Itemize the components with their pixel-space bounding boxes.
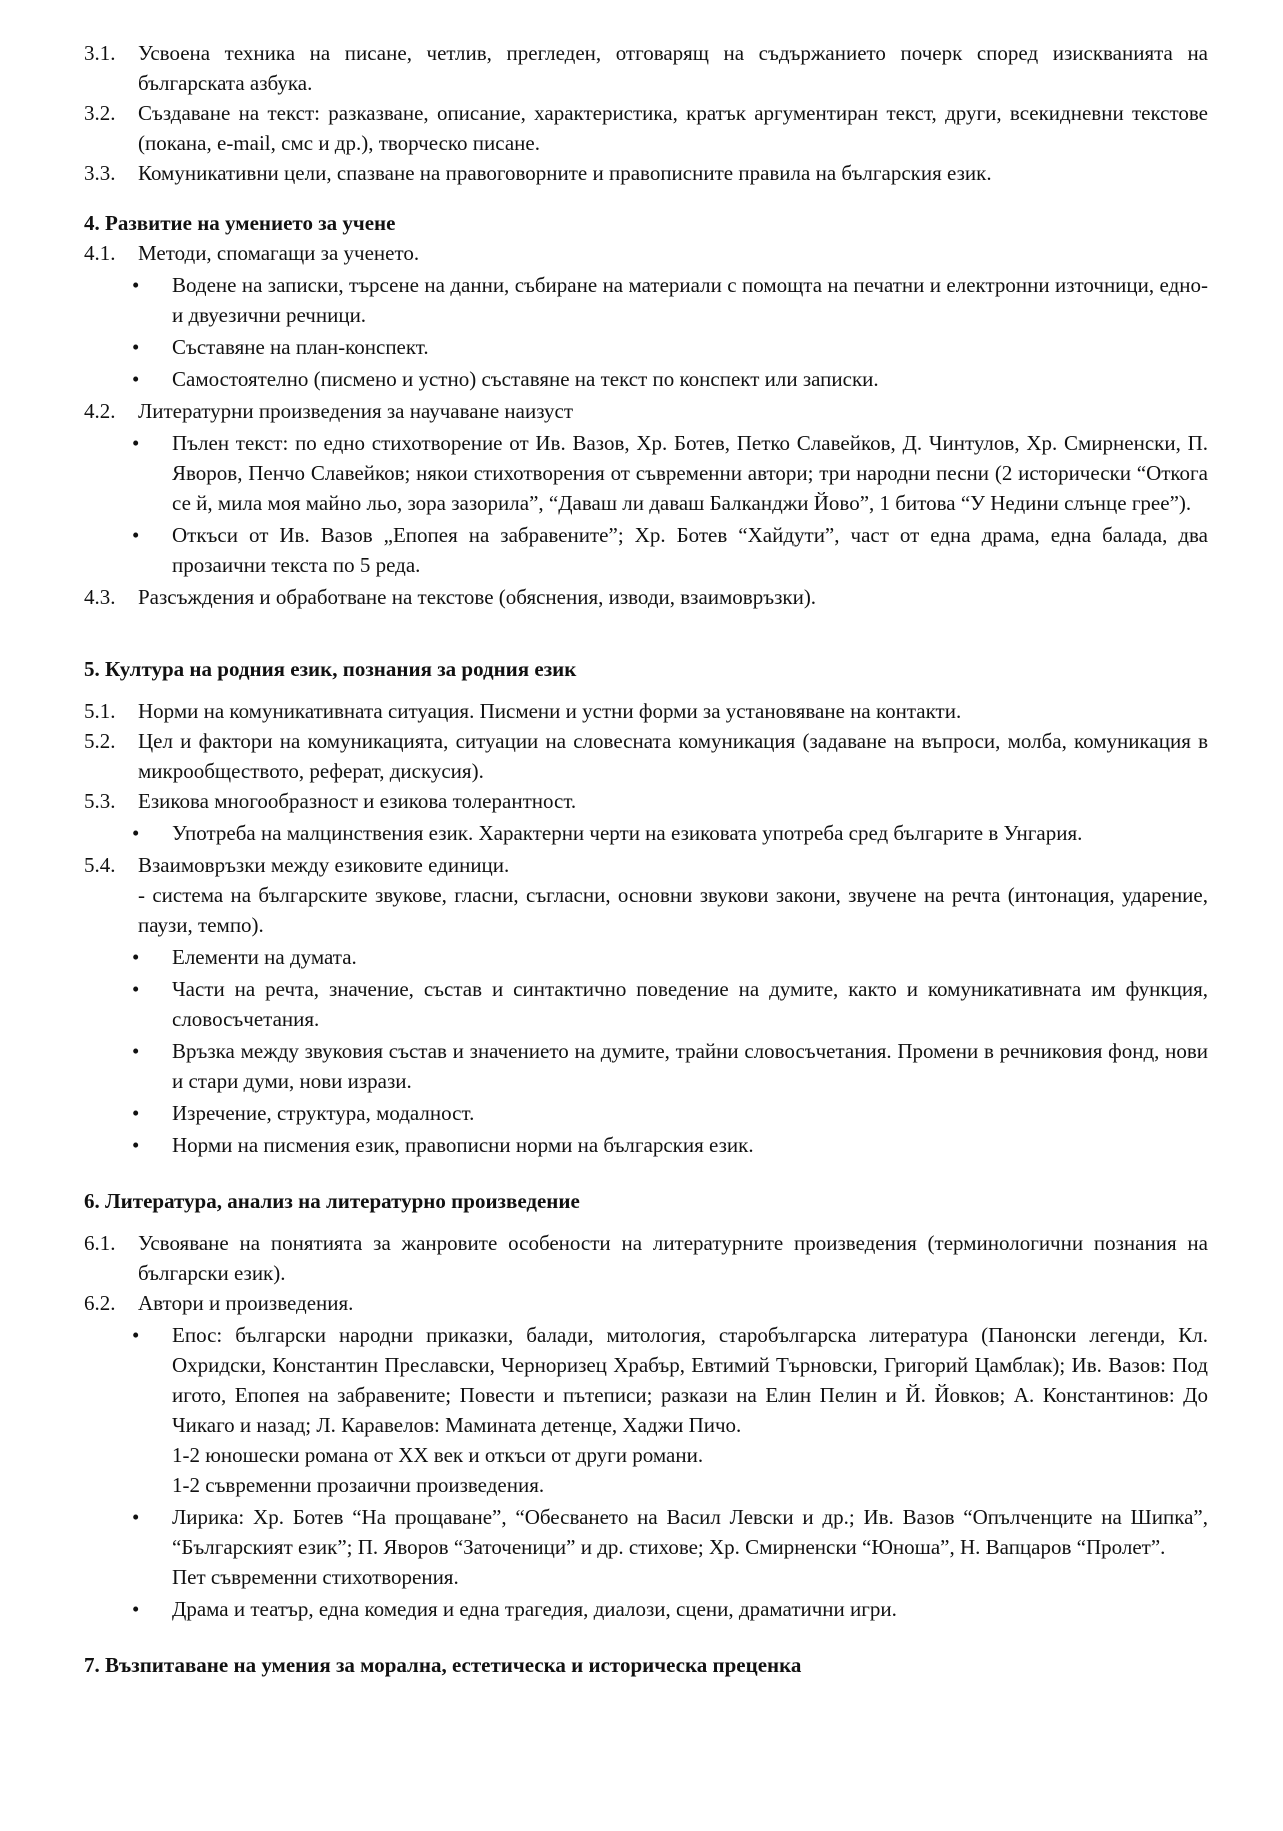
item-5-3: 5.3. Езикова многообразност и езикова толерантност. bbox=[84, 789, 577, 813]
item-3-2: 3.2. Създаване на текст: разказване, описание, характеристика, кратък аргументиран текст, други, всекидневни текстове (покана, e-mail, смс и др.), творческо писане. bbox=[84, 101, 1208, 155]
item-5-4-bullets bbox=[84, 942, 1208, 1160]
list-item: • Норми на писмения език, правописни норми на българския език. bbox=[172, 1130, 1208, 1160]
section-7-heading: 7. Възпитаване на умения за морална, естетическа и историческа преценка bbox=[84, 1653, 802, 1677]
list-item: • Драма и театър, една комедия и една трагедия, диалози, сцени, драматични игри. bbox=[172, 1594, 1208, 1624]
list-item: • Елементи на думата. bbox=[172, 942, 1208, 972]
section-4-heading: 4. Развитие на умението за учене bbox=[84, 211, 396, 235]
item-4-2: 4.2. Литературни произведения за научаване наизуст bbox=[84, 399, 574, 423]
item-6-1: 6.1. Усвояване на понятията за жанровите особености на литературните произведения (терминологични познания на български език). bbox=[84, 1231, 1208, 1285]
item-3-1: 3.1. Усвоена техника на писане, четлив, прегледен, отговарящ на съдържанието почерк според изискванията на българската азбука. bbox=[84, 41, 1208, 95]
item-5-3-bullets bbox=[84, 818, 1208, 848]
item-5-4: 5.4. Взаимовръзки между езиковите единици. bbox=[84, 853, 510, 877]
item-5-4-dash-line: - система на българските звукове, гласни, съгласни, основни звукови закони, звучене на речта (интонация, ударение, паузи, темпо). bbox=[138, 883, 1208, 937]
item-3-3: 3.3. Комуникативни цели, спазване на правоговорните и правописните правила на българския език. bbox=[84, 161, 992, 185]
list-item bbox=[172, 1502, 1208, 1592]
section-6-heading: 6. Литература, анализ на литературно произведение bbox=[84, 1189, 580, 1213]
epos-line-2: 1-2 юношески романа от XX век и откъси от други романи. bbox=[172, 1443, 704, 1467]
epos-line-3: 1-2 съвременни прозаични произведения. bbox=[172, 1473, 545, 1497]
item-6-2: 6.2. Автори и произведения. bbox=[84, 1291, 354, 1315]
epos-text: Епос: български народни приказки, балади, митология, старобългарска литература (Панонски легенди, Кл. Охридски, Константин Преславски, Черноризец Храбър, Евтимий Търновски, Григорий Цамблак); Ив. Вазов: Под игото, Епопея на забравените; Повести и пътеписи; разкази на Елин Пелин и Й. Йовков; А. Константинов: До Чикаго и назад; Л. Каравелов: Мамината детенце, Хаджи Пичо. bbox=[172, 1323, 1208, 1437]
list-item bbox=[172, 1320, 1208, 1500]
document-page bbox=[84, 38, 1208, 1680]
item-5-2: 5.2. Цел и фактори на комуникацията, ситуации на словесната комуникация (задаване на въпроси, молба, комуникация в микрообществото, реферат, дискусия). bbox=[84, 729, 1208, 783]
list-item: • Водене на записки, търсене на данни, събиране на материали с помощта на печатни и електронни източници, едно- и двуезични речници. bbox=[172, 270, 1208, 330]
list-item: • Самостоятелно (писмено и устно) съставяне на текст по конспект или записки. bbox=[172, 364, 1208, 394]
list-item: • Съставяне на план-конспект. bbox=[172, 332, 1208, 362]
lyrics-text: Лирика: Хр. Ботев “На прощаване”, “Обесването на Васил Левски и др.; Ив. Вазов “Опълченците на Шипка”, “Българският език”; П. Яворов “Заточеници” и др. стихове; Хр. Смирненски “Юноша”, Н. Вапцаров “Пролет”. bbox=[172, 1505, 1208, 1559]
list-item: • Пълен текст: по едно стихотворение от Ив. Вазов, Хр. Ботев, Петко Славейков, Д. Чинтулов, Хр. Смирненски, П. Яворов, Пенчо Славейков; някои стихотворения от съвременни автори; три народни песни (2 исторически “Откога се й, мила моя майно льо, зора зазорила”, “Даваш ли даваш Балканджи Йово”, 1 битова “У Недини слънце грее”). bbox=[172, 428, 1208, 518]
lyrics-line-2: Пет съвременни стихотворения. bbox=[172, 1565, 459, 1589]
item-5-1: 5.1. Норми на комуникативната ситуация. Писмени и устни форми за установяване на контакти. bbox=[84, 699, 962, 723]
item-6-2-bullets bbox=[84, 1320, 1208, 1624]
section-3-items bbox=[84, 38, 1208, 188]
item-4-3: 4.3. Разсъждения и обработване на текстове (обяснения, изводи, взаимовръзки). bbox=[84, 585, 817, 609]
list-item: • Откъси от Ив. Вазов „Епопея на забравените”; Хр. Ботев “Хайдути”, част от една драма, една балада, два прозаични текста по 5 реда. bbox=[172, 520, 1208, 580]
list-item: • Части на речта, значение, състав и синтактично поведение на думите, както и комуникативната им функция, словосъчетания. bbox=[172, 974, 1208, 1034]
list-item: • Връзка между звуковия състав и значението на думите, трайни словосъчетания. Промени в речниковия фонд, нови и стари думи, нови изрази. bbox=[172, 1036, 1208, 1096]
list-item: • Изречение, структура, модалност. bbox=[172, 1098, 1208, 1128]
item-4-1: 4.1. Методи, спомагащи за ученето. bbox=[84, 241, 420, 265]
section-5-heading: 5. Култура на родния език, познания за родния език bbox=[84, 657, 577, 681]
item-4-1-bullets bbox=[84, 270, 1208, 394]
list-item: • Употреба на малцинствения език. Характерни черти на езиковата употреба сред българите в Унгария. bbox=[172, 818, 1208, 848]
item-4-2-bullets bbox=[84, 428, 1208, 580]
